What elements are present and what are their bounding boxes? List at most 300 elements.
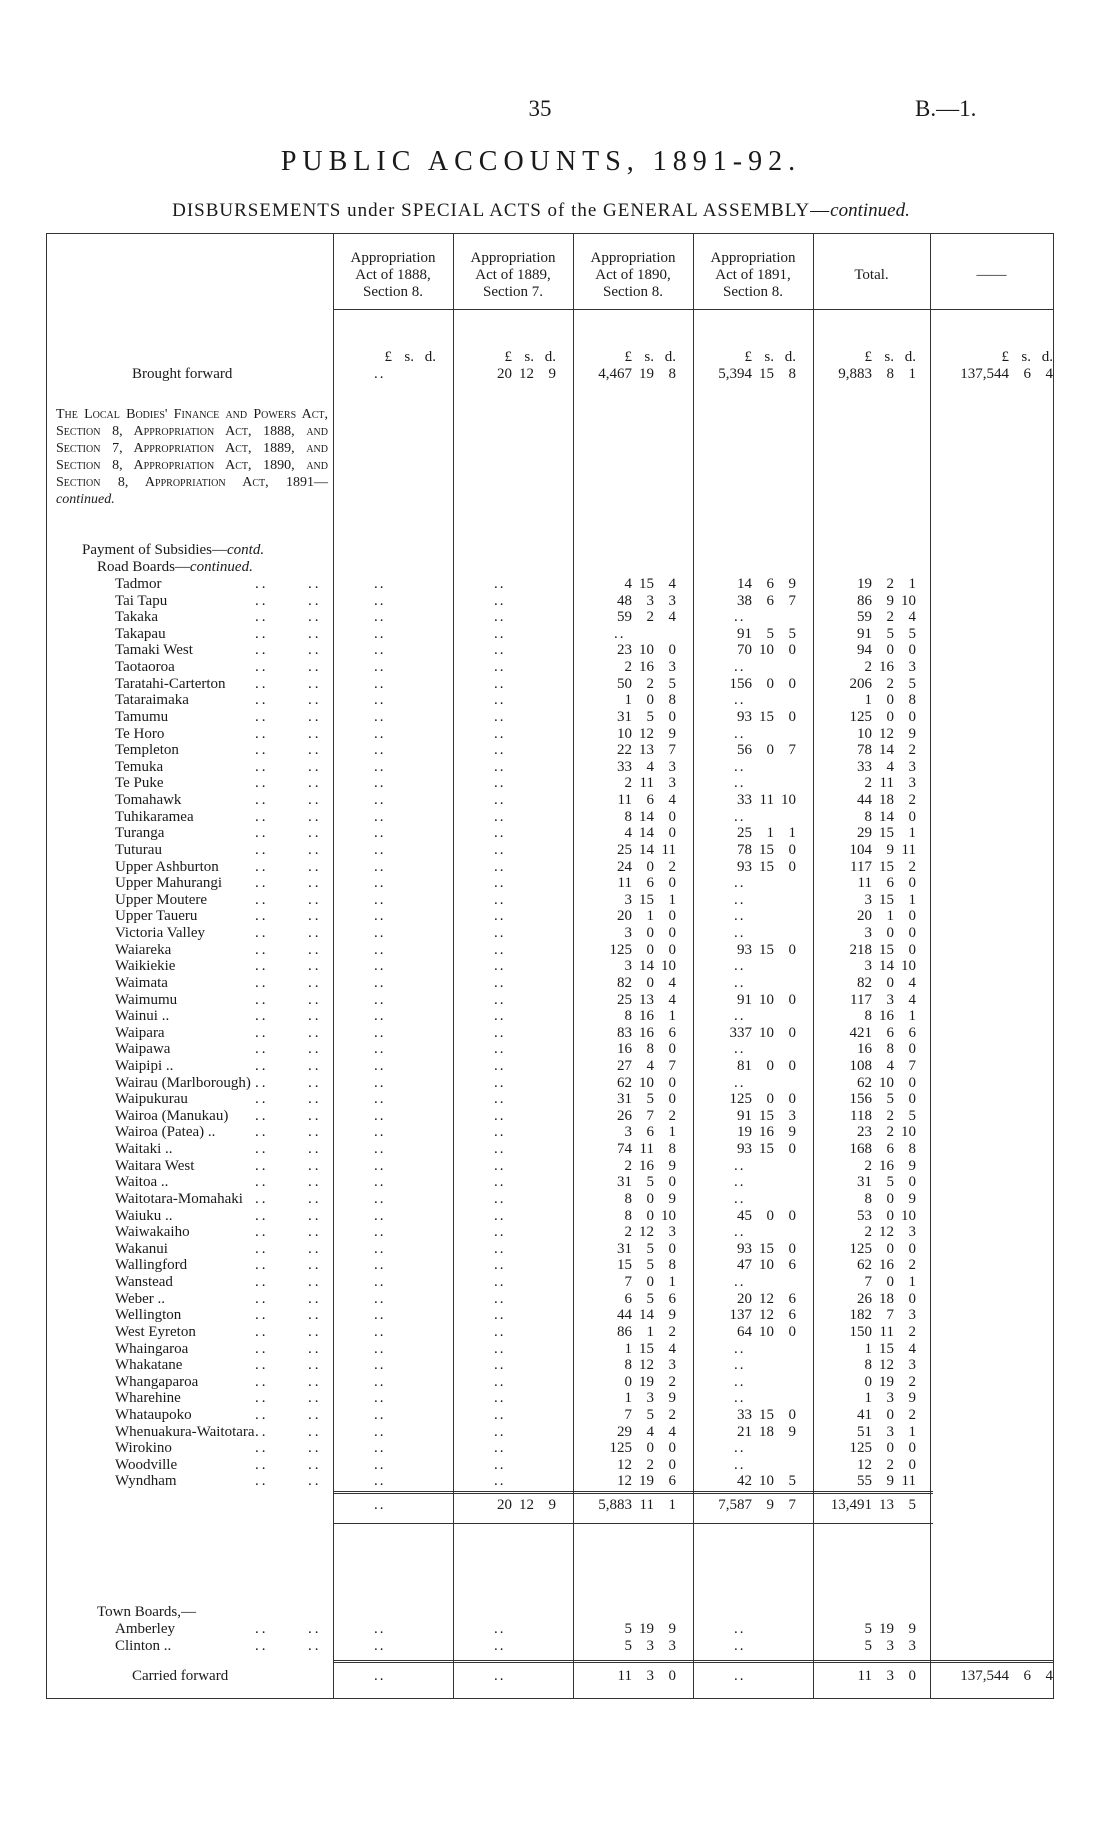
empty-value: ..	[734, 1357, 746, 1373]
empty-value: ..	[494, 825, 506, 841]
pence: 4	[1045, 366, 1053, 382]
pounds: 8	[624, 1191, 632, 1207]
road-board-name: Whangaparoa	[115, 1374, 199, 1390]
road-board-name: Taratahi-Carterton	[115, 676, 226, 692]
pounds: 86	[857, 593, 872, 609]
empty-value: ..	[374, 1025, 386, 1041]
leader-dots: ..	[308, 1008, 322, 1024]
leader-dots: ..	[255, 875, 269, 891]
pence: 9	[788, 1424, 796, 1440]
shillings: 15	[759, 1108, 774, 1124]
leader-dots: ..	[308, 1224, 322, 1240]
town-board-name: Amberley	[115, 1621, 175, 1637]
shillings: 16	[879, 1257, 894, 1273]
leader-dots: ..	[255, 1058, 269, 1074]
leader-dots: ..	[255, 992, 269, 1008]
road-board-name: Te Puke	[115, 775, 164, 791]
pence: 0	[788, 1025, 796, 1041]
shillings: 14	[879, 742, 894, 758]
pence: 1	[908, 366, 916, 382]
shillings: 6	[646, 792, 654, 808]
shillings: 12	[879, 1357, 894, 1373]
road-board-name: Te Horo	[115, 726, 165, 742]
column-header-line: Act of 1888,	[355, 267, 431, 283]
pence: 9	[908, 726, 916, 742]
road-board-row	[0, 992, 1114, 1009]
shillings: 19	[639, 366, 654, 382]
pence: 1	[788, 825, 796, 841]
road-board-name: Wharehine	[115, 1390, 181, 1406]
pound-sign: £	[864, 349, 872, 365]
road-board-row	[0, 642, 1114, 659]
shillings: 5	[886, 626, 894, 642]
empty-value: ..	[374, 1424, 386, 1440]
road-board-row	[0, 975, 1114, 992]
leader-dots: ..	[255, 576, 269, 592]
road-board-name: Waimata	[115, 975, 168, 991]
road-board-name: Taotaoroa	[115, 659, 175, 675]
pounds: 2	[624, 1158, 632, 1174]
pounds: 117	[850, 859, 872, 875]
shillings: 12	[879, 726, 894, 742]
shillings: 12	[639, 1357, 654, 1373]
leader-dots: ..	[308, 709, 322, 725]
pounds: 104	[849, 842, 872, 858]
shillings: 16	[639, 1025, 654, 1041]
pence: 8	[788, 366, 796, 382]
pounds: 26	[617, 1108, 632, 1124]
empty-value: ..	[374, 1274, 386, 1290]
road-board-name: Tataraimaka	[115, 692, 189, 708]
pence: 0	[908, 925, 916, 941]
empty-value: ..	[494, 975, 506, 991]
leader-dots: ..	[308, 1257, 322, 1273]
shillings: 0	[886, 925, 894, 941]
empty-value: ..	[494, 1158, 506, 1174]
pence: 3	[908, 759, 916, 775]
shillings: 5	[646, 1257, 654, 1273]
pounds: 12	[617, 1473, 632, 1489]
empty-value: ..	[734, 1440, 746, 1456]
shillings: 16	[639, 659, 654, 675]
pounds: 1	[864, 692, 872, 708]
subtitle-continued: continued.	[830, 200, 910, 221]
pence: 6	[668, 1473, 676, 1489]
shillings: 0	[646, 1274, 654, 1290]
leader-dots: ..	[255, 1457, 269, 1473]
leader-dots: ..	[308, 742, 322, 758]
pounds: 1	[624, 1390, 632, 1406]
empty-value: ..	[374, 1091, 386, 1107]
pounds: 9,883	[838, 366, 872, 382]
shillings: 5	[646, 1241, 654, 1257]
empty-value: ..	[494, 1091, 506, 1107]
road-boards-heading-text: Road Boards—	[97, 559, 190, 575]
pounds: 125	[729, 1091, 752, 1107]
leader-dots: ..	[308, 1638, 322, 1654]
pounds: 33	[857, 759, 872, 775]
pounds: 1	[864, 1341, 872, 1357]
pounds: 31	[617, 1091, 632, 1107]
empty-value: ..	[494, 1291, 506, 1307]
shillings: 4	[886, 759, 894, 775]
pence: 2	[908, 1257, 916, 1273]
pounds: 3	[624, 892, 632, 908]
pounds: 45	[737, 1208, 752, 1224]
empty-value: ..	[374, 692, 386, 708]
road-board-row	[0, 1424, 1114, 1441]
road-board-name: Waitoa ..	[115, 1174, 169, 1190]
road-board-name: Whataupoko	[115, 1407, 192, 1423]
pounds: 15	[617, 1257, 632, 1273]
empty-value: ..	[374, 609, 386, 625]
pence: 2	[668, 1324, 676, 1340]
road-board-row	[0, 825, 1114, 842]
empty-value: ..	[374, 825, 386, 841]
shillings: 14	[639, 842, 654, 858]
leader-dots: ..	[308, 609, 322, 625]
column-header-line: Total.	[854, 267, 889, 283]
pounds: 33	[617, 759, 632, 775]
empty-value: ..	[374, 1008, 386, 1024]
road-board-row	[0, 1141, 1114, 1158]
shillings: 5	[646, 1291, 654, 1307]
pounds: 8	[864, 1008, 872, 1024]
pounds: 23	[617, 642, 632, 658]
pounds: 91	[737, 992, 752, 1008]
pence: 1	[908, 576, 916, 592]
shillings: 0	[886, 642, 894, 658]
pounds: 11	[617, 875, 632, 891]
pence: 0	[668, 1075, 676, 1091]
pence: 0	[908, 1041, 916, 1057]
shillings: 6	[886, 875, 894, 891]
shillings: 0	[886, 1407, 894, 1423]
pounds: 5,883	[598, 1497, 632, 1513]
pounds: 11	[857, 875, 872, 891]
page-title: PUBLIC ACCOUNTS, 1891-92.	[280, 146, 802, 177]
road-board-name: Waitara West	[115, 1158, 195, 1174]
empty-value: ..	[734, 809, 746, 825]
document-reference: B.—1.	[915, 96, 977, 121]
pound-sign: £	[744, 349, 752, 365]
shillings: 19	[639, 1374, 654, 1390]
road-board-row	[0, 775, 1114, 792]
pounds: 56	[737, 742, 752, 758]
pounds: 8	[624, 1008, 632, 1024]
pounds: 62	[857, 1075, 872, 1091]
empty-value: ..	[494, 1341, 506, 1357]
pence: 3	[908, 775, 916, 791]
leader-dots: ..	[308, 1058, 322, 1074]
road-board-name: Tadmor	[115, 576, 162, 592]
pence: 2	[668, 1407, 676, 1423]
leader-dots: ..	[308, 1041, 322, 1057]
empty-value: ..	[494, 1668, 506, 1684]
shillings: 15	[759, 1407, 774, 1423]
shillings: 15	[879, 892, 894, 908]
pounds: 108	[849, 1058, 872, 1074]
leader-dots: ..	[255, 759, 269, 775]
act-heading-text: The Local Bodies' Finance and Powers Act, Section 8, Appropriation Act, 1888, and Section 7, Appropriation Act, 1889, and Section 8, Appropriation Act, 1890, and Section 8, Appropriation Act, 1891—	[56, 407, 328, 490]
shillings: 15	[879, 942, 894, 958]
pounds: 91	[737, 626, 752, 642]
empty-value: ..	[494, 1440, 506, 1456]
subtotal-bottom-rule	[333, 1523, 933, 1524]
column-header-total	[813, 267, 930, 284]
pence: 10	[901, 958, 916, 974]
empty-value: ..	[374, 1473, 386, 1489]
shillings: 15	[879, 825, 894, 841]
pence: 0	[668, 825, 676, 841]
shillings: 13	[879, 1497, 894, 1513]
pounds: 8	[624, 1357, 632, 1373]
leader-dots: ..	[308, 792, 322, 808]
leader-dots: ..	[308, 642, 322, 658]
empty-value: ..	[374, 992, 386, 1008]
empty-value: ..	[494, 1208, 506, 1224]
pence: 5	[788, 626, 796, 642]
pence: 3	[908, 1638, 916, 1654]
road-board-name: Upper Moutere	[115, 892, 208, 908]
shillings: 8	[886, 366, 894, 382]
leader-dots: ..	[255, 825, 269, 841]
pounds: 47	[737, 1257, 752, 1273]
road-board-row	[0, 1307, 1114, 1324]
pounds: 93	[737, 1241, 752, 1257]
pence: 5	[668, 676, 676, 692]
road-board-row	[0, 1324, 1114, 1341]
shillings: 16	[879, 1158, 894, 1174]
empty-value: ..	[494, 1621, 506, 1637]
column-header-line: Appropriation	[710, 250, 796, 266]
pence-sign: d.	[544, 349, 556, 365]
pence: 0	[908, 1291, 916, 1307]
empty-value: ..	[734, 1158, 746, 1174]
leader-dots: ..	[255, 1174, 269, 1190]
pence: 0	[668, 875, 676, 891]
road-board-name: Upper Taueru	[115, 908, 198, 924]
pounds: 2	[864, 775, 872, 791]
leader-dots: ..	[308, 1440, 322, 1456]
column-header-line: Section 8.	[723, 284, 783, 300]
road-board-name: Upper Mahurangi	[115, 875, 223, 891]
pounds: 31	[617, 709, 632, 725]
pounds: 20	[497, 366, 512, 382]
shillings: 0	[646, 925, 654, 941]
shillings: 0	[766, 1091, 774, 1107]
pounds: 8	[864, 1357, 872, 1373]
empty-value: ..	[374, 1058, 386, 1074]
pounds: 156	[849, 1091, 872, 1107]
empty-value: ..	[734, 908, 746, 924]
leader-dots: ..	[308, 1191, 322, 1207]
empty-value: ..	[374, 742, 386, 758]
road-board-name: Waiwakaiho	[115, 1224, 190, 1240]
road-board-name: Tuhikaramea	[115, 809, 194, 825]
pence: 3	[908, 1307, 916, 1323]
empty-value: ..	[494, 1025, 506, 1041]
pence: 1	[668, 1274, 676, 1290]
empty-value: ..	[494, 809, 506, 825]
empty-value: ..	[734, 692, 746, 708]
road-board-row	[0, 1374, 1114, 1391]
empty-value: ..	[494, 1357, 506, 1373]
shilling-sign: s.	[404, 349, 414, 365]
pounds: 150	[849, 1324, 872, 1340]
leader-dots: ..	[308, 859, 322, 875]
pounds: 94	[857, 642, 872, 658]
pence: 11	[661, 842, 676, 858]
empty-value: ..	[374, 975, 386, 991]
shillings: 2	[886, 609, 894, 625]
road-board-name: Waitotara-Momahaki	[115, 1191, 243, 1207]
pence: 8	[668, 1141, 676, 1157]
shillings: 0	[886, 1274, 894, 1290]
pounds: 78	[857, 742, 872, 758]
shillings: 2	[886, 676, 894, 692]
pounds: 48	[617, 593, 632, 609]
column-header-blank	[930, 267, 1053, 284]
column-header-line: ——	[976, 267, 1007, 283]
leader-dots: ..	[255, 809, 269, 825]
road-board-name: Waitaki ..	[115, 1141, 173, 1157]
empty-value: ..	[734, 958, 746, 974]
shillings: 9	[886, 842, 894, 858]
leader-dots: ..	[255, 958, 269, 974]
shillings: 6	[766, 593, 774, 609]
leader-dots: ..	[255, 1008, 269, 1024]
road-board-row	[0, 859, 1114, 876]
road-board-row	[0, 842, 1114, 859]
leader-dots: ..	[255, 609, 269, 625]
pounds: 93	[737, 709, 752, 725]
shillings: 12	[639, 726, 654, 742]
empty-value: ..	[734, 726, 746, 742]
pence: 9	[668, 1158, 676, 1174]
leader-dots: ..	[255, 1025, 269, 1041]
shillings: 10	[759, 992, 774, 1008]
leader-dots: ..	[255, 1274, 269, 1290]
road-board-row	[0, 892, 1114, 909]
pounds: 20	[497, 1497, 512, 1513]
leader-dots: ..	[255, 1158, 269, 1174]
road-board-name: Waipara	[115, 1025, 165, 1041]
pence: 9	[788, 1124, 796, 1140]
shillings: 15	[639, 1341, 654, 1357]
shillings: 15	[759, 1141, 774, 1157]
pence: 10	[781, 792, 796, 808]
empty-value: ..	[494, 842, 506, 858]
shillings: 10	[759, 1473, 774, 1489]
road-board-row	[0, 742, 1114, 759]
pounds: 12	[857, 1457, 872, 1473]
pence: 9	[548, 366, 556, 382]
shillings: 0	[766, 1058, 774, 1074]
pounds: 20	[737, 1291, 752, 1307]
pence: 2	[908, 792, 916, 808]
road-board-row	[0, 908, 1114, 925]
road-board-row	[0, 1274, 1114, 1291]
leader-dots: ..	[308, 958, 322, 974]
empty-value: ..	[734, 1668, 746, 1684]
empty-value: ..	[374, 908, 386, 924]
pence: 4	[1045, 1668, 1053, 1684]
pence-sign: d.	[904, 349, 916, 365]
shillings: 0	[886, 1208, 894, 1224]
leader-dots: ..	[255, 1075, 269, 1091]
pence: 0	[788, 1241, 796, 1257]
pence: 0	[908, 1091, 916, 1107]
pounds: 83	[617, 1025, 632, 1041]
leader-dots: ..	[308, 975, 322, 991]
pounds: 3	[864, 925, 872, 941]
leader-dots: ..	[255, 1473, 269, 1489]
leader-dots: ..	[255, 1341, 269, 1357]
empty-value: ..	[374, 366, 386, 382]
pounds: 337	[729, 1025, 752, 1041]
shillings: 10	[639, 1075, 654, 1091]
pence: 10	[901, 593, 916, 609]
shillings: 1	[766, 825, 774, 841]
pence: 4	[668, 1341, 676, 1357]
shillings: 15	[639, 576, 654, 592]
shillings: 1	[646, 908, 654, 924]
leader-dots: ..	[255, 1307, 269, 1323]
pence: 3	[908, 1224, 916, 1240]
empty-value: ..	[374, 593, 386, 609]
road-board-name: Woodville	[115, 1457, 178, 1473]
empty-value: ..	[494, 1473, 506, 1489]
pounds: 4	[624, 825, 632, 841]
pounds: 6	[624, 1291, 632, 1307]
road-board-row	[0, 1341, 1114, 1358]
leader-dots: ..	[308, 1374, 322, 1390]
header-rule	[333, 309, 1053, 310]
pence: 3	[668, 775, 676, 791]
pounds: 19	[737, 1124, 752, 1140]
road-board-name: Takapau	[115, 626, 166, 642]
pence: 5	[788, 1473, 796, 1489]
pounds: 5,394	[718, 366, 752, 382]
leader-dots: ..	[255, 659, 269, 675]
road-board-row	[0, 1058, 1114, 1075]
empty-value: ..	[494, 1257, 506, 1273]
shillings: 3	[886, 1668, 894, 1684]
pounds: 93	[737, 859, 752, 875]
pounds: 26	[857, 1291, 872, 1307]
shillings: 4	[886, 1058, 894, 1074]
column-header-line: Act of 1891,	[715, 267, 791, 283]
pence: 0	[668, 809, 676, 825]
column-header-line: Section 7.	[483, 284, 543, 300]
empty-value: ..	[374, 859, 386, 875]
pence: 5	[908, 676, 916, 692]
empty-value: ..	[494, 1108, 506, 1124]
road-board-name: Tamaki West	[115, 642, 193, 658]
shillings: 2	[646, 609, 654, 625]
empty-value: ..	[494, 676, 506, 692]
pence: 7	[788, 593, 796, 609]
shillings: 1	[886, 908, 894, 924]
pence: 0	[788, 1407, 796, 1423]
road-board-row	[0, 1257, 1114, 1274]
empty-value: ..	[494, 908, 506, 924]
shillings: 15	[759, 1241, 774, 1257]
pounds: 3	[624, 925, 632, 941]
shillings: 3	[646, 593, 654, 609]
pounds: 59	[617, 609, 632, 625]
